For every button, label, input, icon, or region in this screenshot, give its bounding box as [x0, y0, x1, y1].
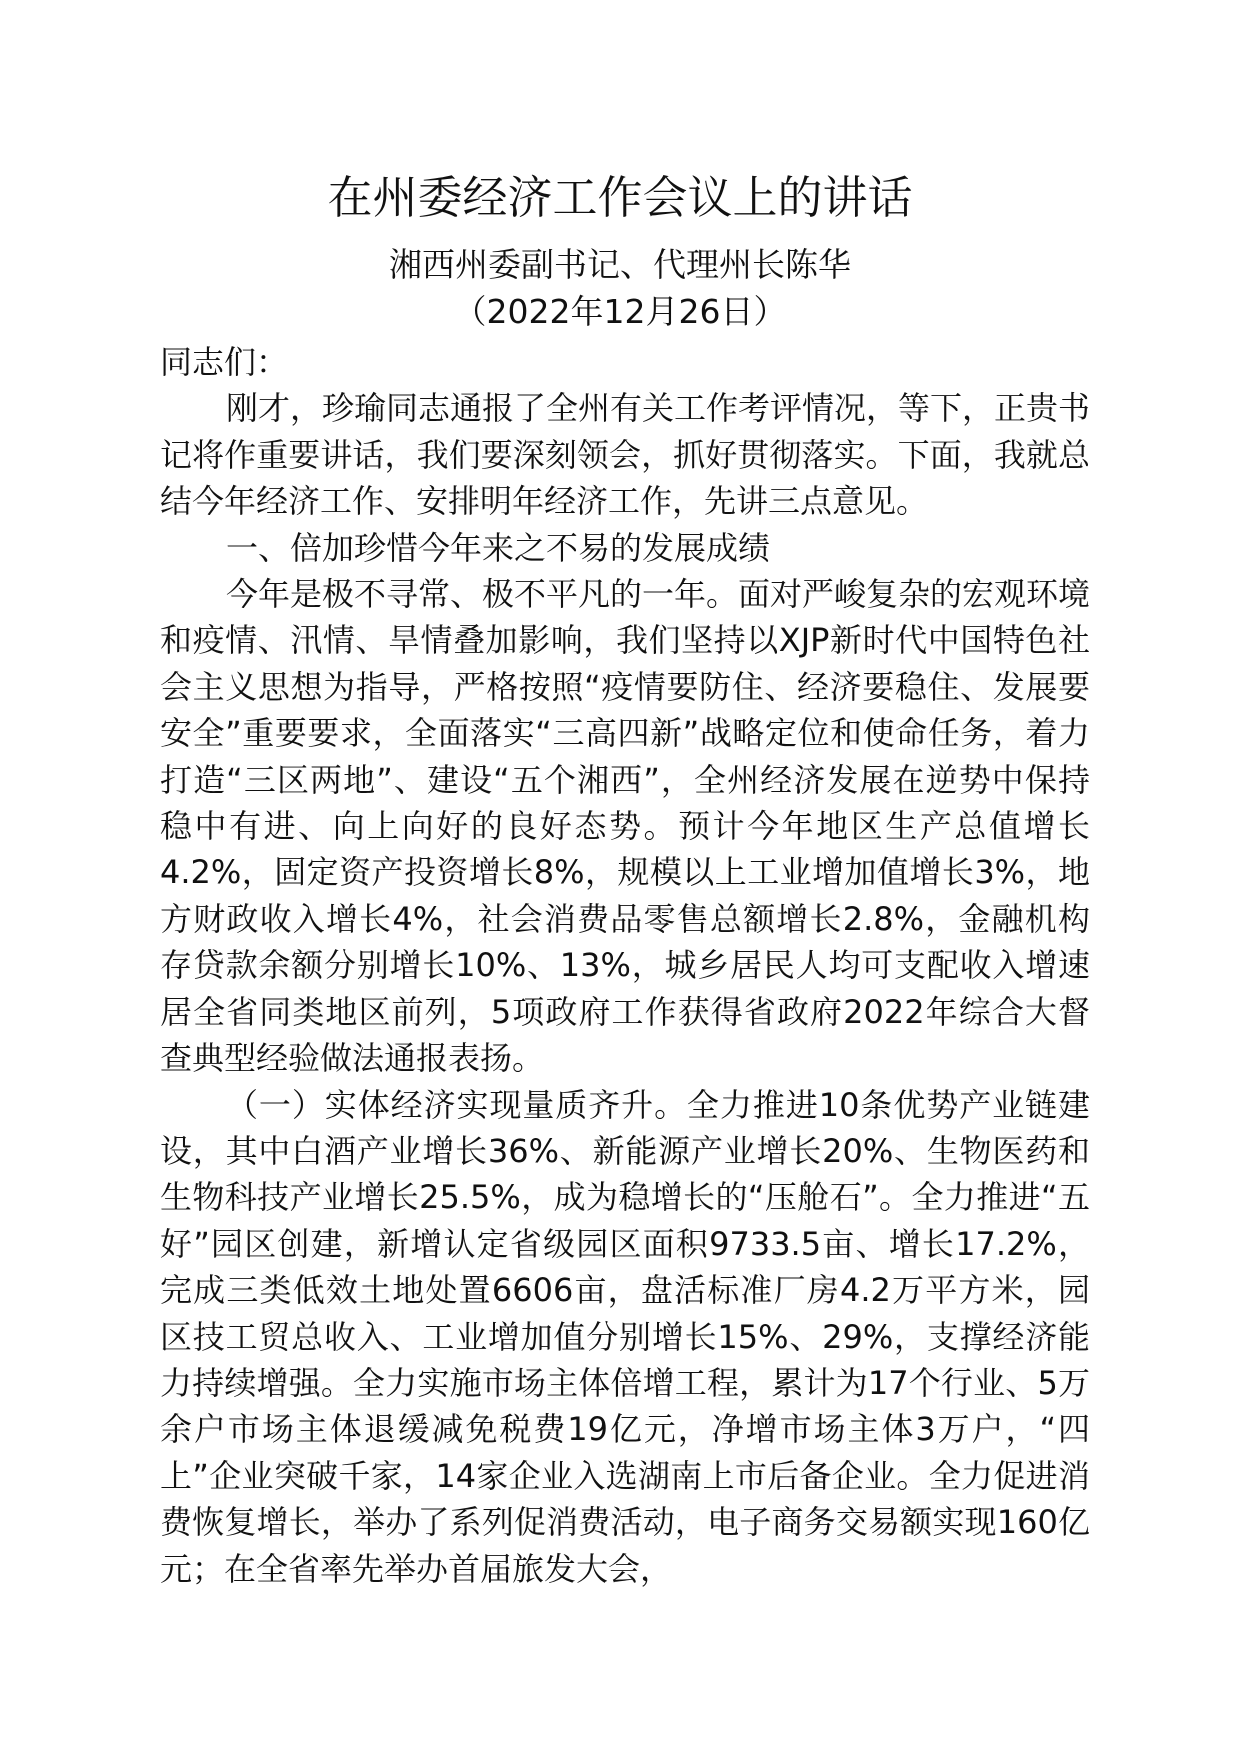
- paragraph: 刚才，珍瑜同志通报了全州有关工作考评情况，等下，正贵书记将作重要讲话，我们要深刻领会，抓好贯彻落实。下面，我就总结今年经济工作、安排明年经济工作，先讲三点意见。: [160, 389, 1091, 521]
- greeting: 同志们：: [160, 343, 289, 381]
- document-body: [160, 339, 1090, 1592]
- document-subtitle: 湘西州委副书记、代理州长陈华: [389, 245, 851, 284]
- paragraph: （一）实体经济实现量质齐升。全力推进10条优势产业链建设，其中白酒产业增长36%、新能源产业增长20%、生物医药和生物科技产业增长25.5%，成为稳增长的“压舱石”。全力推进“五好”园区创建，新增认定省级园区面积9733.5亩、增长17.2%，完成三类低效土地处置6606亩，盘活标准厂房4.2万平方米，园区技工贸总收入、工业增加值分别增长15%、29%，支撑经济能力持续增强。全力实施市场主体倍增工程，累计为17个行业、5万余户市场主体退缓减免税费19亿元，净增市场主体3万户，“四上”企业突破千家，14家企业入选湖南上市后备企业。全力促进消费恢复增长，举办了系列促消费活动，电子商务交易额实现160亿元；在全省率先举办首届旅发大会，: [160, 1085, 1090, 1588]
- section-heading: 一、倍加珍惜今年来之不易的发展成绩: [226, 528, 771, 567]
- paragraph: 今年是极不寻常、极不平凡的一年。面对严峻复杂的宏观环境和疫情、汛情、旱情叠加影响，我们坚持以XJP新时代中国特色社会主义思想为指导，严格按照“疫情要防住、经济要稳住、发展要安全”重要要求，全面落实“三高四新”战略定位和使命任务，着力打造“三区两地”、建设“五个湘西”，全州经济发展在逆势中保持稳中有进、向上向好的良好态势。预计今年地区生产总值增长4.2%，固定资产投资增长8%，规模以上工业增加值增长3%，地方财政收入增长4%，社会消费品零售总额增长2.8%，金融机构存贷款余额分别增长10%、13%，城乡居民人均可支配收入增速居全省同类地区前列，5项政府工作获得省政府2022年综合大督查典型经验做法通报表扬。: [160, 575, 1091, 1078]
- document-title: 在州委经济工作会议上的讲话: [327, 171, 913, 224]
- document-date: （2022年12月26日）: [453, 292, 787, 331]
